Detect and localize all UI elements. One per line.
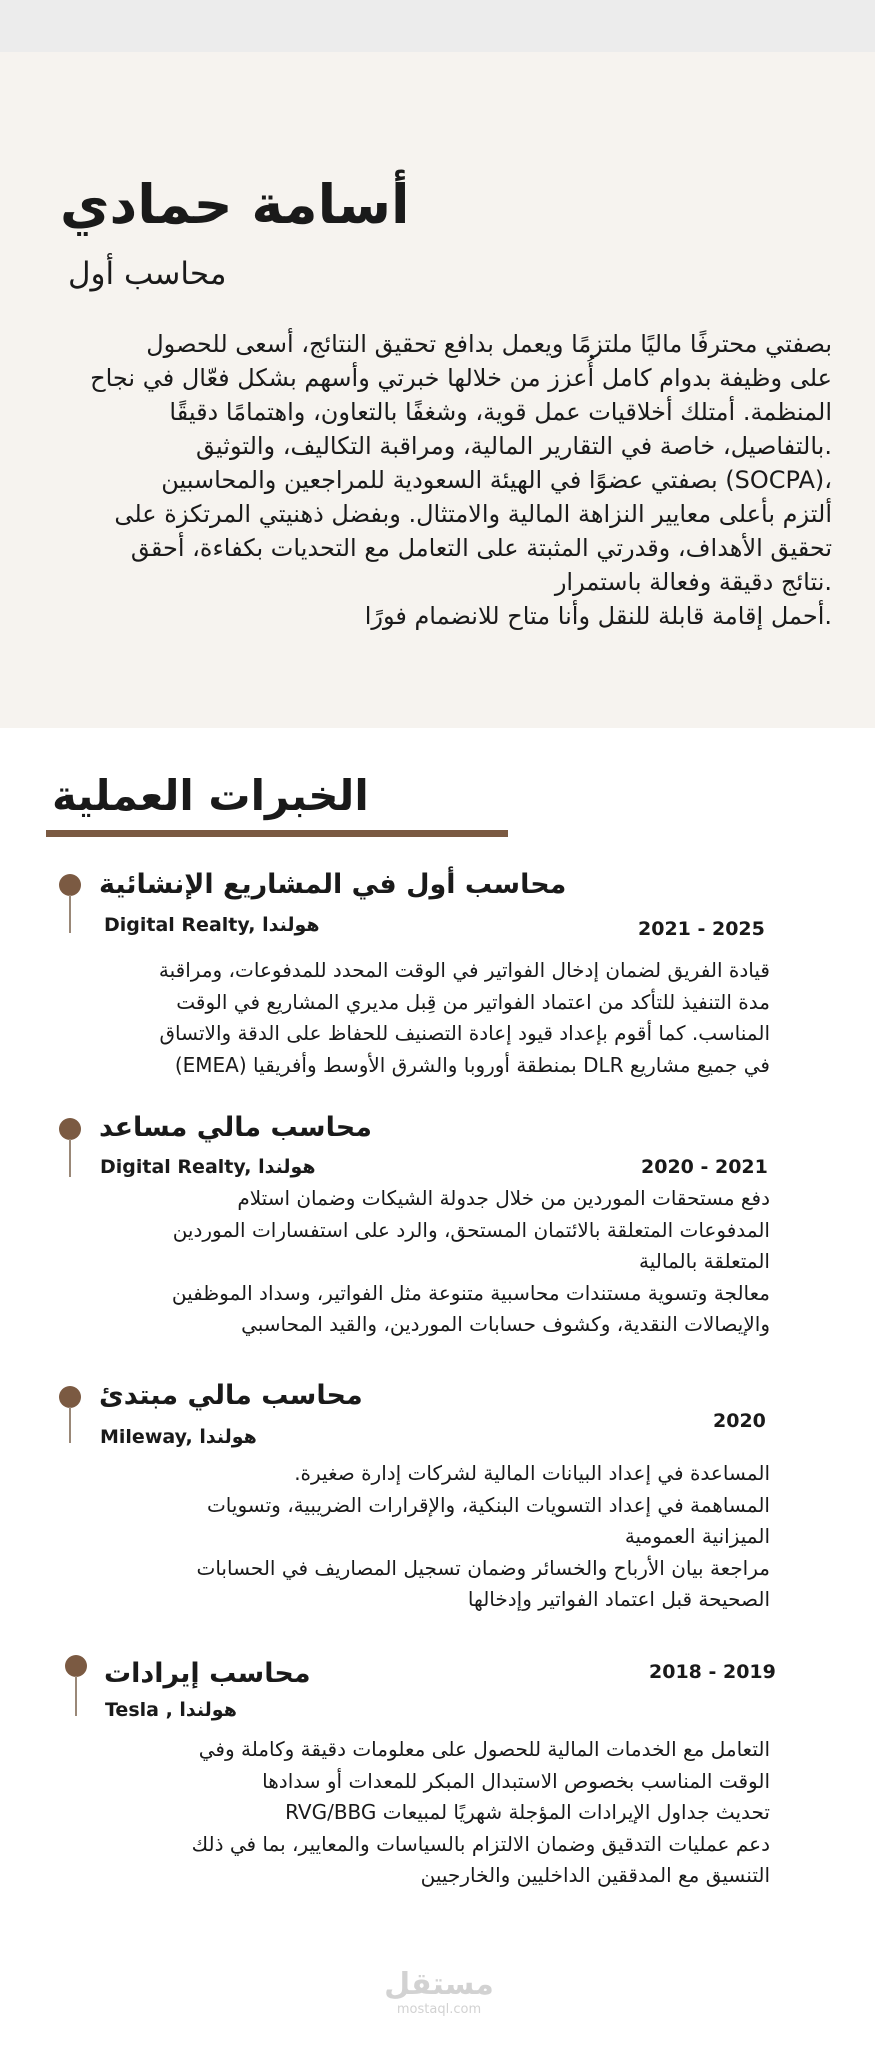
description-line: دعم عمليات التدقيق وضمان الالتزام بالسياسات والمعايير، بما في ذلك (191, 1831, 770, 1856)
candidate-role: محاسب أول (68, 256, 227, 292)
summary-line: المنظمة. أمتلك أخلاقيات عمل قوية، وشغفًا بالتعاون، واهتمامًا دقيقًا (169, 398, 832, 426)
watermark-arabic: مستقل (384, 1967, 494, 2002)
job-description (80, 955, 770, 1081)
description-line: والإيصالات النقدية، وكشوف حسابات الموردين، والقيد المحاسبي (241, 1312, 770, 1336)
summary-line: على وظيفة بدوام كامل أُعزز من خلالها خبرتي وأسهم بشكل فعّال في نجاح (90, 364, 832, 392)
timeline-line (69, 1407, 71, 1443)
description-line: معالجة وتسوية مستندات محاسبية متنوعة مثل الفواتير، وسداد الموظفين (171, 1280, 770, 1305)
description-line: المساعدة في إعداد البيانات المالية لشركات إدارة صغيرة. (294, 1461, 770, 1485)
description-line: تحديث جداول الإيرادات المؤجلة شهريًا لمبيعات RVG/BBG (285, 1800, 770, 1824)
section-divider (46, 830, 508, 837)
description-line: مراجعة بيان الأرباح والخسائر وضمان تسجيل المصاريف في الحسابات (196, 1555, 770, 1580)
job-title: محاسب مالي مساعد (99, 1112, 372, 1143)
description-line: التعامل مع الخدمات المالية للحصول على معلومات دقيقة وكاملة وفي (198, 1737, 770, 1761)
timeline-dot (59, 1386, 81, 1408)
watermark-latin: mostaql.com (396, 2002, 482, 2017)
description-line: الميزانية العمومية (624, 1524, 770, 1548)
candidate-name: أسامة حمادي (60, 173, 410, 236)
job-company: Mileway, هولندا (100, 1426, 257, 1448)
job-company: Tesla , هولندا (105, 1699, 237, 1721)
timeline-dot (59, 874, 81, 896)
timeline-dot (65, 1655, 87, 1677)
job-title: محاسب مالي مبتدئ (99, 1380, 363, 1411)
timeline-line (69, 895, 71, 933)
job-title: محاسب إيرادات (104, 1658, 311, 1689)
job-dates: 2020 (713, 1410, 766, 1432)
summary-line: ،(SOCPA) بصفتي عضوًا في الهيئة السعودية للمراجعين والمحاسبين (161, 466, 832, 494)
job-description (80, 1183, 770, 1341)
job-company: Digital Realty, هولندا (100, 1156, 316, 1178)
job-company: Digital Realty, هولندا (104, 914, 320, 936)
description-line: المتعلقة بالمالية (639, 1249, 770, 1273)
summary-line: ألتزم بأعلى معايير النزاهة المالية والامتثال. وبفضل ذهنيتي المرتكزة على (114, 500, 832, 528)
profile-summary (66, 327, 832, 633)
top-bar (0, 0, 875, 52)
job-description (80, 1458, 770, 1616)
experience-section-title: الخبرات العملية (52, 771, 369, 820)
description-line: المدفوعات المتعلقة بالائتمان المستحق، والرد على استفسارات الموردين (172, 1217, 770, 1242)
description-line: قيادة الفريق لضمان إدخال الفواتير في الوقت المحدد للمدفوعات، ومراقبة (158, 958, 770, 982)
job-title: محاسب أول في المشاريع الإنشائية (99, 869, 567, 900)
job-dates: 2020 - 2021 (641, 1156, 768, 1178)
summary-line: تحقيق الأهداف، وقدرتي المثبتة على التعامل مع التحديات بكفاءة، أحقق (130, 534, 832, 562)
job-dates: 2018 - 2019 (649, 1661, 776, 1683)
description-line: المساهمة في إعداد التسويات البنكية، والإقرارات الضريبية، وتسويات (206, 1492, 770, 1517)
timeline-dot (59, 1118, 81, 1140)
description-line: الوقت المناسب بخصوص الاستبدال المبكر للمعدات أو سدادها (262, 1768, 770, 1793)
summary-line: .نتائج دقيقة وفعالة باستمرار (554, 568, 832, 596)
description-line: مدة التنفيذ للتأكد من اعتماد الفواتير من قِبل مديري المشاريع في الوقت (176, 989, 770, 1014)
description-line: في جميع مشاريع DLR بمنطقة أوروبا والشرق الأوسط وأفريقيا (EMEA) (174, 1052, 770, 1077)
summary-line: بصفتي محترفًا ماليًا ملتزمًا ويعمل بدافع تحقيق النتائج، أسعى للحصول (146, 330, 832, 358)
timeline-line (69, 1139, 71, 1177)
job-description (80, 1734, 770, 1892)
summary-line: .بالتفاصيل، خاصة في التقارير المالية، ومراقبة التكاليف، والتوثيق (196, 432, 832, 460)
watermark-logo (384, 1968, 494, 2018)
summary-line: .أحمل إقامة قابلة للنقل وأنا متاح للانضمام فورًا (364, 602, 832, 630)
description-line: دفع مستحقات الموردين من خلال جدولة الشيكات وضمان استلام (237, 1186, 770, 1210)
description-line: الصحيحة قبل اعتماد الفواتير وإدخالها (467, 1587, 770, 1611)
job-dates: 2021 - 2025 (638, 918, 765, 940)
timeline-line (75, 1676, 77, 1716)
description-line: المناسب. كما أقوم بإعداد قيود إعادة التصنيف للحفاظ على الدقة والاتساق (159, 1021, 770, 1045)
description-line: التنسيق مع المدققين الداخليين والخارجيين (420, 1863, 770, 1887)
